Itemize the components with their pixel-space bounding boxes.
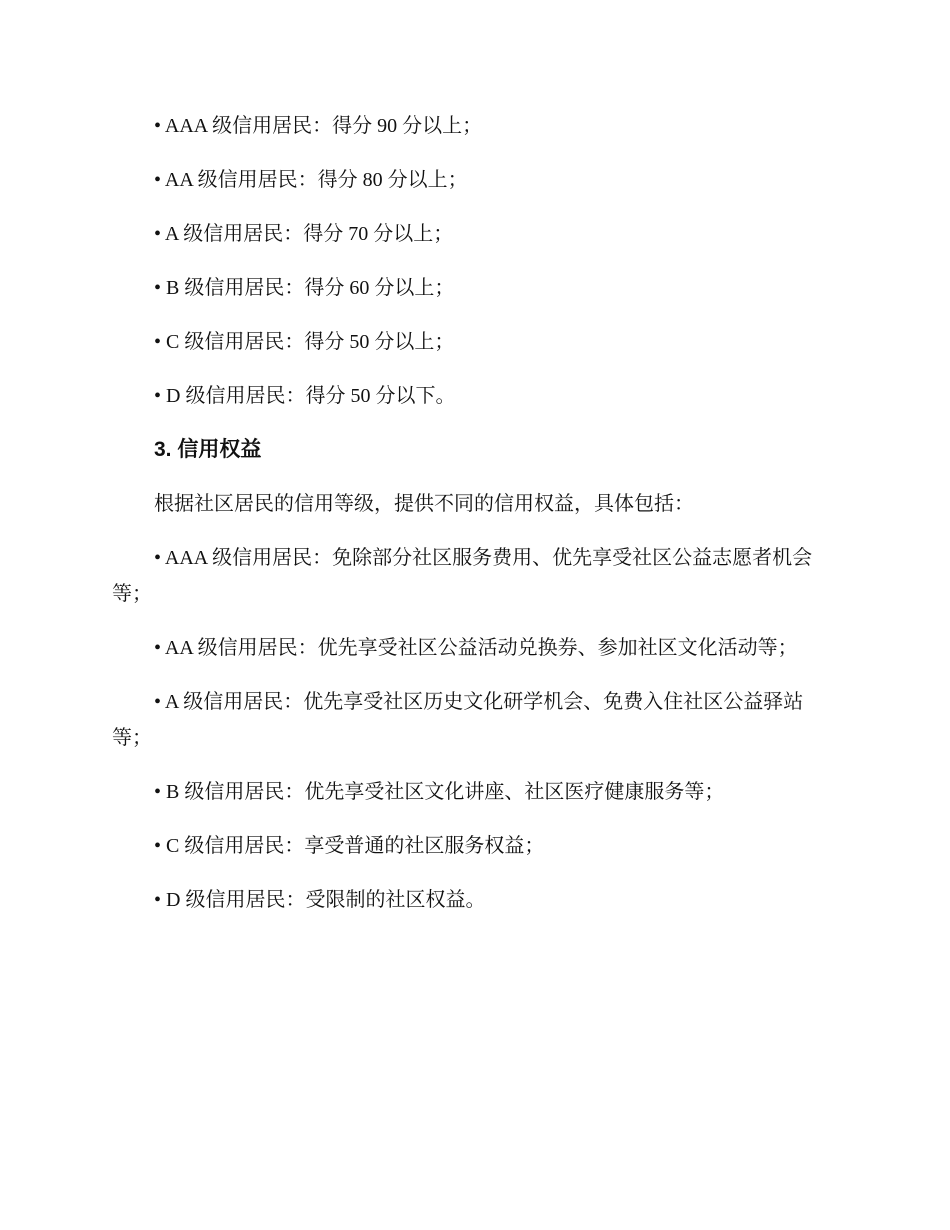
document-body: [112, 108, 832, 936]
grade-aaa-line: • AAA 级信用居民：得分 90 分以上；: [154, 115, 483, 137]
grade-d-line: • D 级信用居民：得分 50 分以下。: [154, 385, 456, 407]
grade-b-line: • B 级信用居民：得分 60 分以上；: [154, 277, 455, 299]
section-heading: 3. 信用权益: [154, 438, 262, 461]
grade-aa-line: • AA 级信用居民：得分 80 分以上；: [154, 169, 468, 191]
benefit-b-line: • B 级信用居民：优先享受社区文化讲座、社区医疗健康服务等；: [154, 781, 725, 803]
benefit-d-line: • D 级信用居民：受限制的社区权益。: [154, 889, 486, 911]
intro-paragraph: 根据社区居民的信用等级，提供不同的信用权益，具体包括：: [154, 493, 694, 515]
benefit-aa-line: • AA 级信用居民：优先享受社区公益活动兑换券、参加社区文化活动等；: [154, 637, 798, 659]
grade-a-line: • A 级信用居民：得分 70 分以上；: [154, 223, 454, 245]
benefit-aaa-line: • AAA 级信用居民：免除部分社区服务费用、优先享受社区公益志愿者机会等；: [112, 547, 813, 605]
benefit-a-line: • A 级信用居民：优先享受社区历史文化研学机会、免费入住社区公益驿站等；: [112, 691, 804, 749]
grade-c-line: • C 级信用居民：得分 50 分以上；: [154, 331, 455, 353]
benefit-c-line: • C 级信用居民：享受普通的社区服务权益；: [154, 835, 545, 857]
